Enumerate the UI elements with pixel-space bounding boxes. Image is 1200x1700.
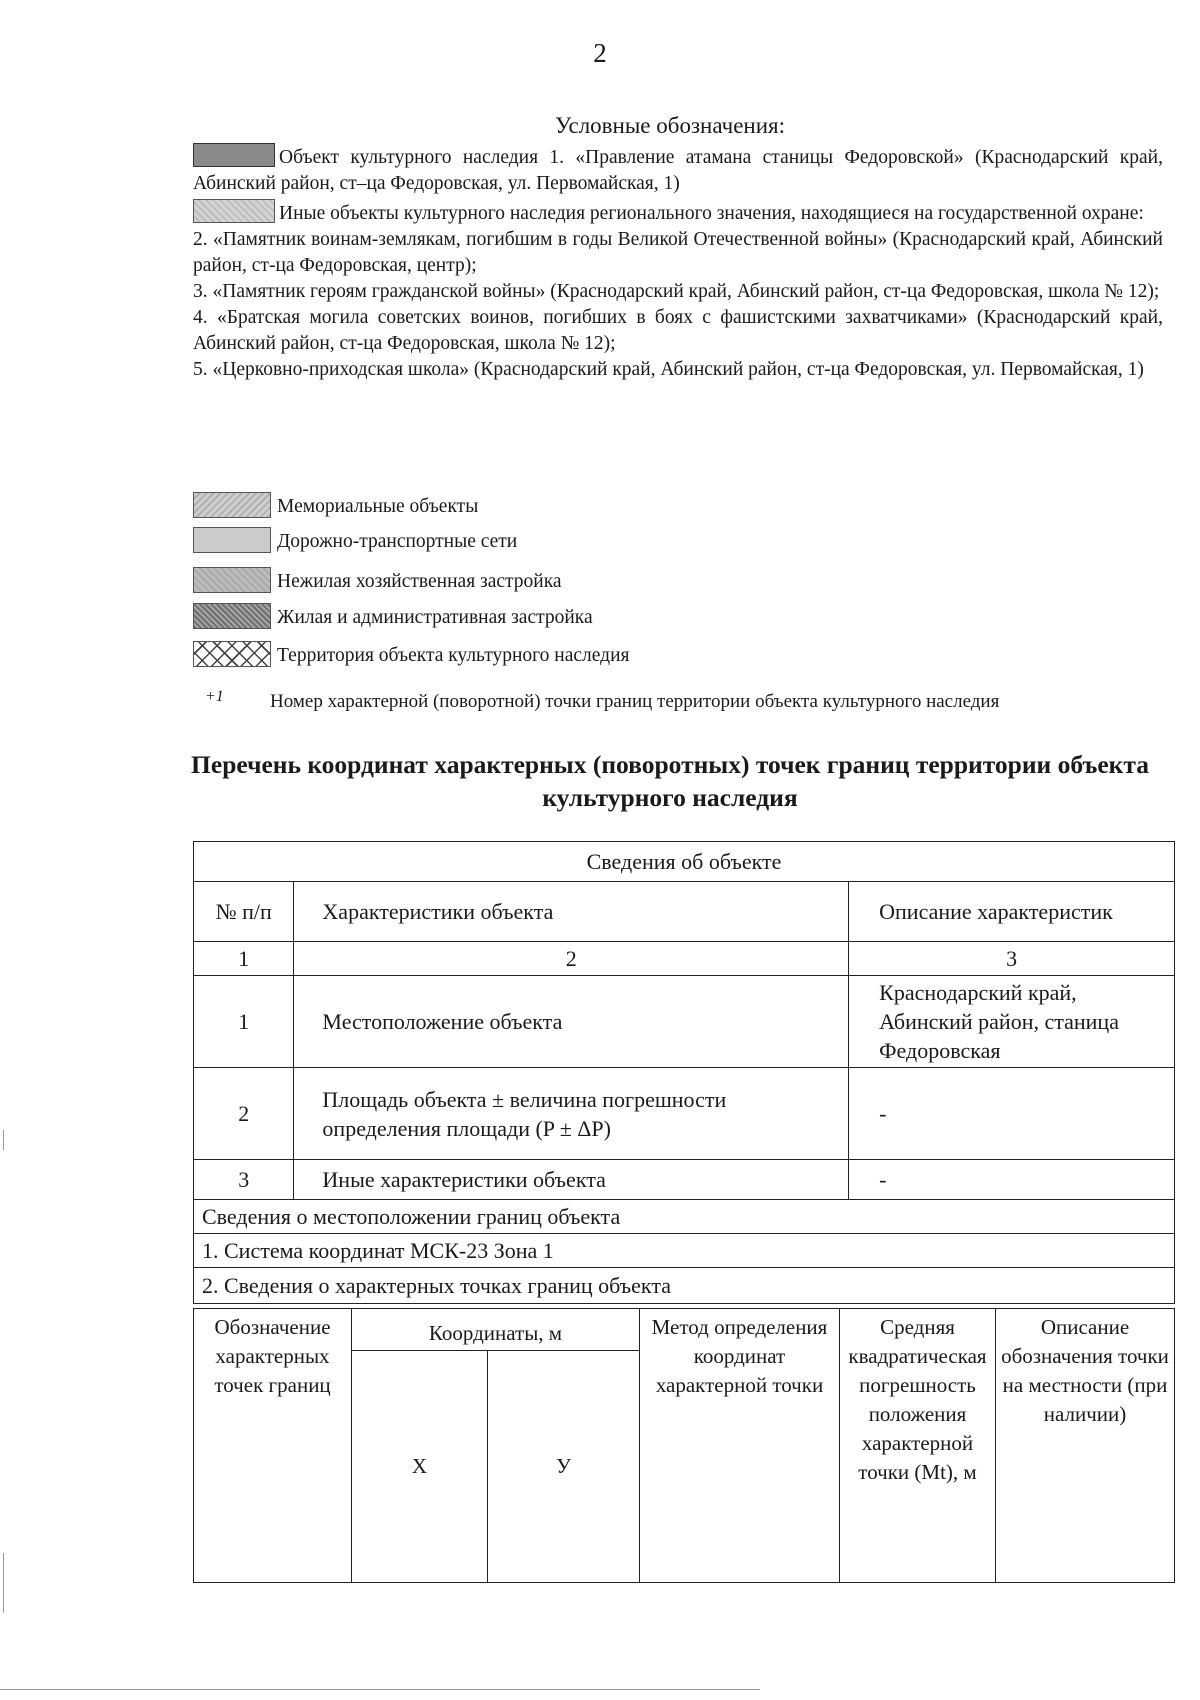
legend-item-other-objects: Иные объекты культурного наследия регионального значения, находящиеся на государственной охране: bbox=[193, 199, 1163, 227]
col-point-description: Описание обозначения точки на местности (при наличии) bbox=[996, 1309, 1175, 1583]
legend-swatch-nonresidential bbox=[193, 567, 271, 593]
column-number: № п/п bbox=[194, 882, 294, 942]
legend-subitem-2: 2. «Памятник воинам-землякам, погибшим в годы Великой Отечественной войны» (Краснодарский край, Абинский район, ст-ца Федоровская, центр); bbox=[193, 229, 1163, 276]
coordinates-list-heading: Перечень координат характерных (поворотных) точек границ территории объекта культурного наследия bbox=[191, 750, 1149, 812]
row-characteristic: Иные характеристики объекта bbox=[294, 1160, 849, 1200]
boundary-points-table bbox=[193, 1308, 1175, 1583]
legend-swatch-memorial bbox=[193, 492, 271, 518]
legend-swatch-road bbox=[193, 527, 271, 553]
legend-text-block bbox=[193, 143, 1163, 383]
table-row bbox=[194, 976, 1175, 1068]
scan-margin-mark bbox=[3, 1553, 4, 1613]
coord-system: 1. Система координат МСК-23 Зона 1 bbox=[194, 1234, 1175, 1268]
column-index-2: 2 bbox=[294, 942, 849, 976]
column-description: Описание характеристик bbox=[849, 882, 1175, 942]
row-number: 2 bbox=[194, 1068, 294, 1160]
legend-swatch-heritage-object bbox=[193, 143, 275, 167]
row-description: - bbox=[849, 1160, 1175, 1200]
table-row bbox=[194, 1068, 1175, 1160]
point-number-symbol: +1 bbox=[205, 688, 224, 705]
bounds-header: Сведения о местоположении границ объекта bbox=[194, 1200, 1175, 1234]
row-number: 3 bbox=[194, 1160, 294, 1200]
legend-swatch-other-heritage bbox=[193, 199, 275, 223]
scan-edge-line bbox=[0, 1689, 760, 1690]
legend-swatch-territory bbox=[193, 641, 271, 667]
row-description: - bbox=[849, 1068, 1175, 1160]
column-index-1: 1 bbox=[194, 942, 294, 976]
points-header-top bbox=[194, 1309, 1175, 1351]
row-number: 1 bbox=[194, 976, 294, 1068]
col-x: X bbox=[352, 1351, 488, 1583]
legend-title: Условные обозначения: bbox=[554, 113, 786, 138]
col-coordinates: Координаты, м bbox=[352, 1309, 640, 1351]
col-y: У bbox=[488, 1351, 640, 1583]
legend-subitem-4: 4. «Братская могила советских воинов, погибших в боях с фашистскими захватчиками» (Краснодарский край, Абинский район, ст-ца Федоровская, школа № 12); bbox=[193, 307, 1163, 354]
table-numbering-row bbox=[194, 942, 1175, 976]
legend-row-territory: Территория объекта культурного наследия bbox=[193, 641, 630, 669]
legend-row-memorial: Мемориальные объекты bbox=[193, 492, 478, 520]
legend-row-nonresidential: Нежилая хозяйственная застройка bbox=[193, 567, 562, 595]
table-header-row bbox=[194, 842, 1175, 882]
column-characteristics: Характеристики объекта bbox=[294, 882, 849, 942]
row-characteristic: Площадь объекта ± величина погрешности определения площади (P ± ΔP) bbox=[294, 1068, 849, 1160]
table-columns-row bbox=[194, 882, 1175, 942]
object-info-header: Сведения об объекте bbox=[194, 842, 1175, 882]
object-info-table bbox=[193, 841, 1175, 1304]
page-number: 2 bbox=[593, 38, 607, 68]
points-header: 2. Сведения о характерных точках границ объекта bbox=[194, 1268, 1175, 1304]
legend-subitem-3: 3. «Памятник героям гражданской войны» (Краснодарский край, Абинский район, ст-ца Федоровская, школа № 12); bbox=[193, 281, 1160, 302]
row-characteristic: Местоположение объекта bbox=[294, 976, 849, 1068]
column-index-3: 3 bbox=[849, 942, 1175, 976]
col-method: Метод определения координат характерной точки bbox=[640, 1309, 840, 1583]
point-number-description: Номер характерной (поворотной) точки границ территории объекта культурного наследия bbox=[270, 691, 1000, 712]
coord-system-row bbox=[194, 1234, 1175, 1268]
legend-swatch-residential bbox=[193, 603, 271, 629]
scan-margin-mark bbox=[3, 1130, 4, 1150]
col-error: Средняя квадратическая погрешность положения характерной точки (Mt), м bbox=[840, 1309, 996, 1583]
col-designation: Обозначение характерных точек границ bbox=[194, 1309, 352, 1583]
bounds-header-row bbox=[194, 1200, 1175, 1234]
legend-row-residential: Жилая и административная застройка bbox=[193, 603, 593, 631]
row-description: Краснодарский край, Абинский район, станица Федоровская bbox=[849, 976, 1175, 1068]
legend-subitem-5: 5. «Церковно-приходская школа» (Краснодарский край, Абинский район, ст-ца Федоровская, ул. Первомайская, 1) bbox=[193, 359, 1144, 380]
table-row bbox=[194, 1160, 1175, 1200]
legend-item-object: Объект культурного наследия 1. «Правление атамана станицы Федоровской» (Краснодарский край, Абинский район, ст–ца Федоровская, ул. Первомайская, 1) bbox=[193, 143, 1163, 197]
legend-row-road: Дорожно-транспортные сети bbox=[193, 527, 517, 555]
points-header-row bbox=[194, 1268, 1175, 1304]
